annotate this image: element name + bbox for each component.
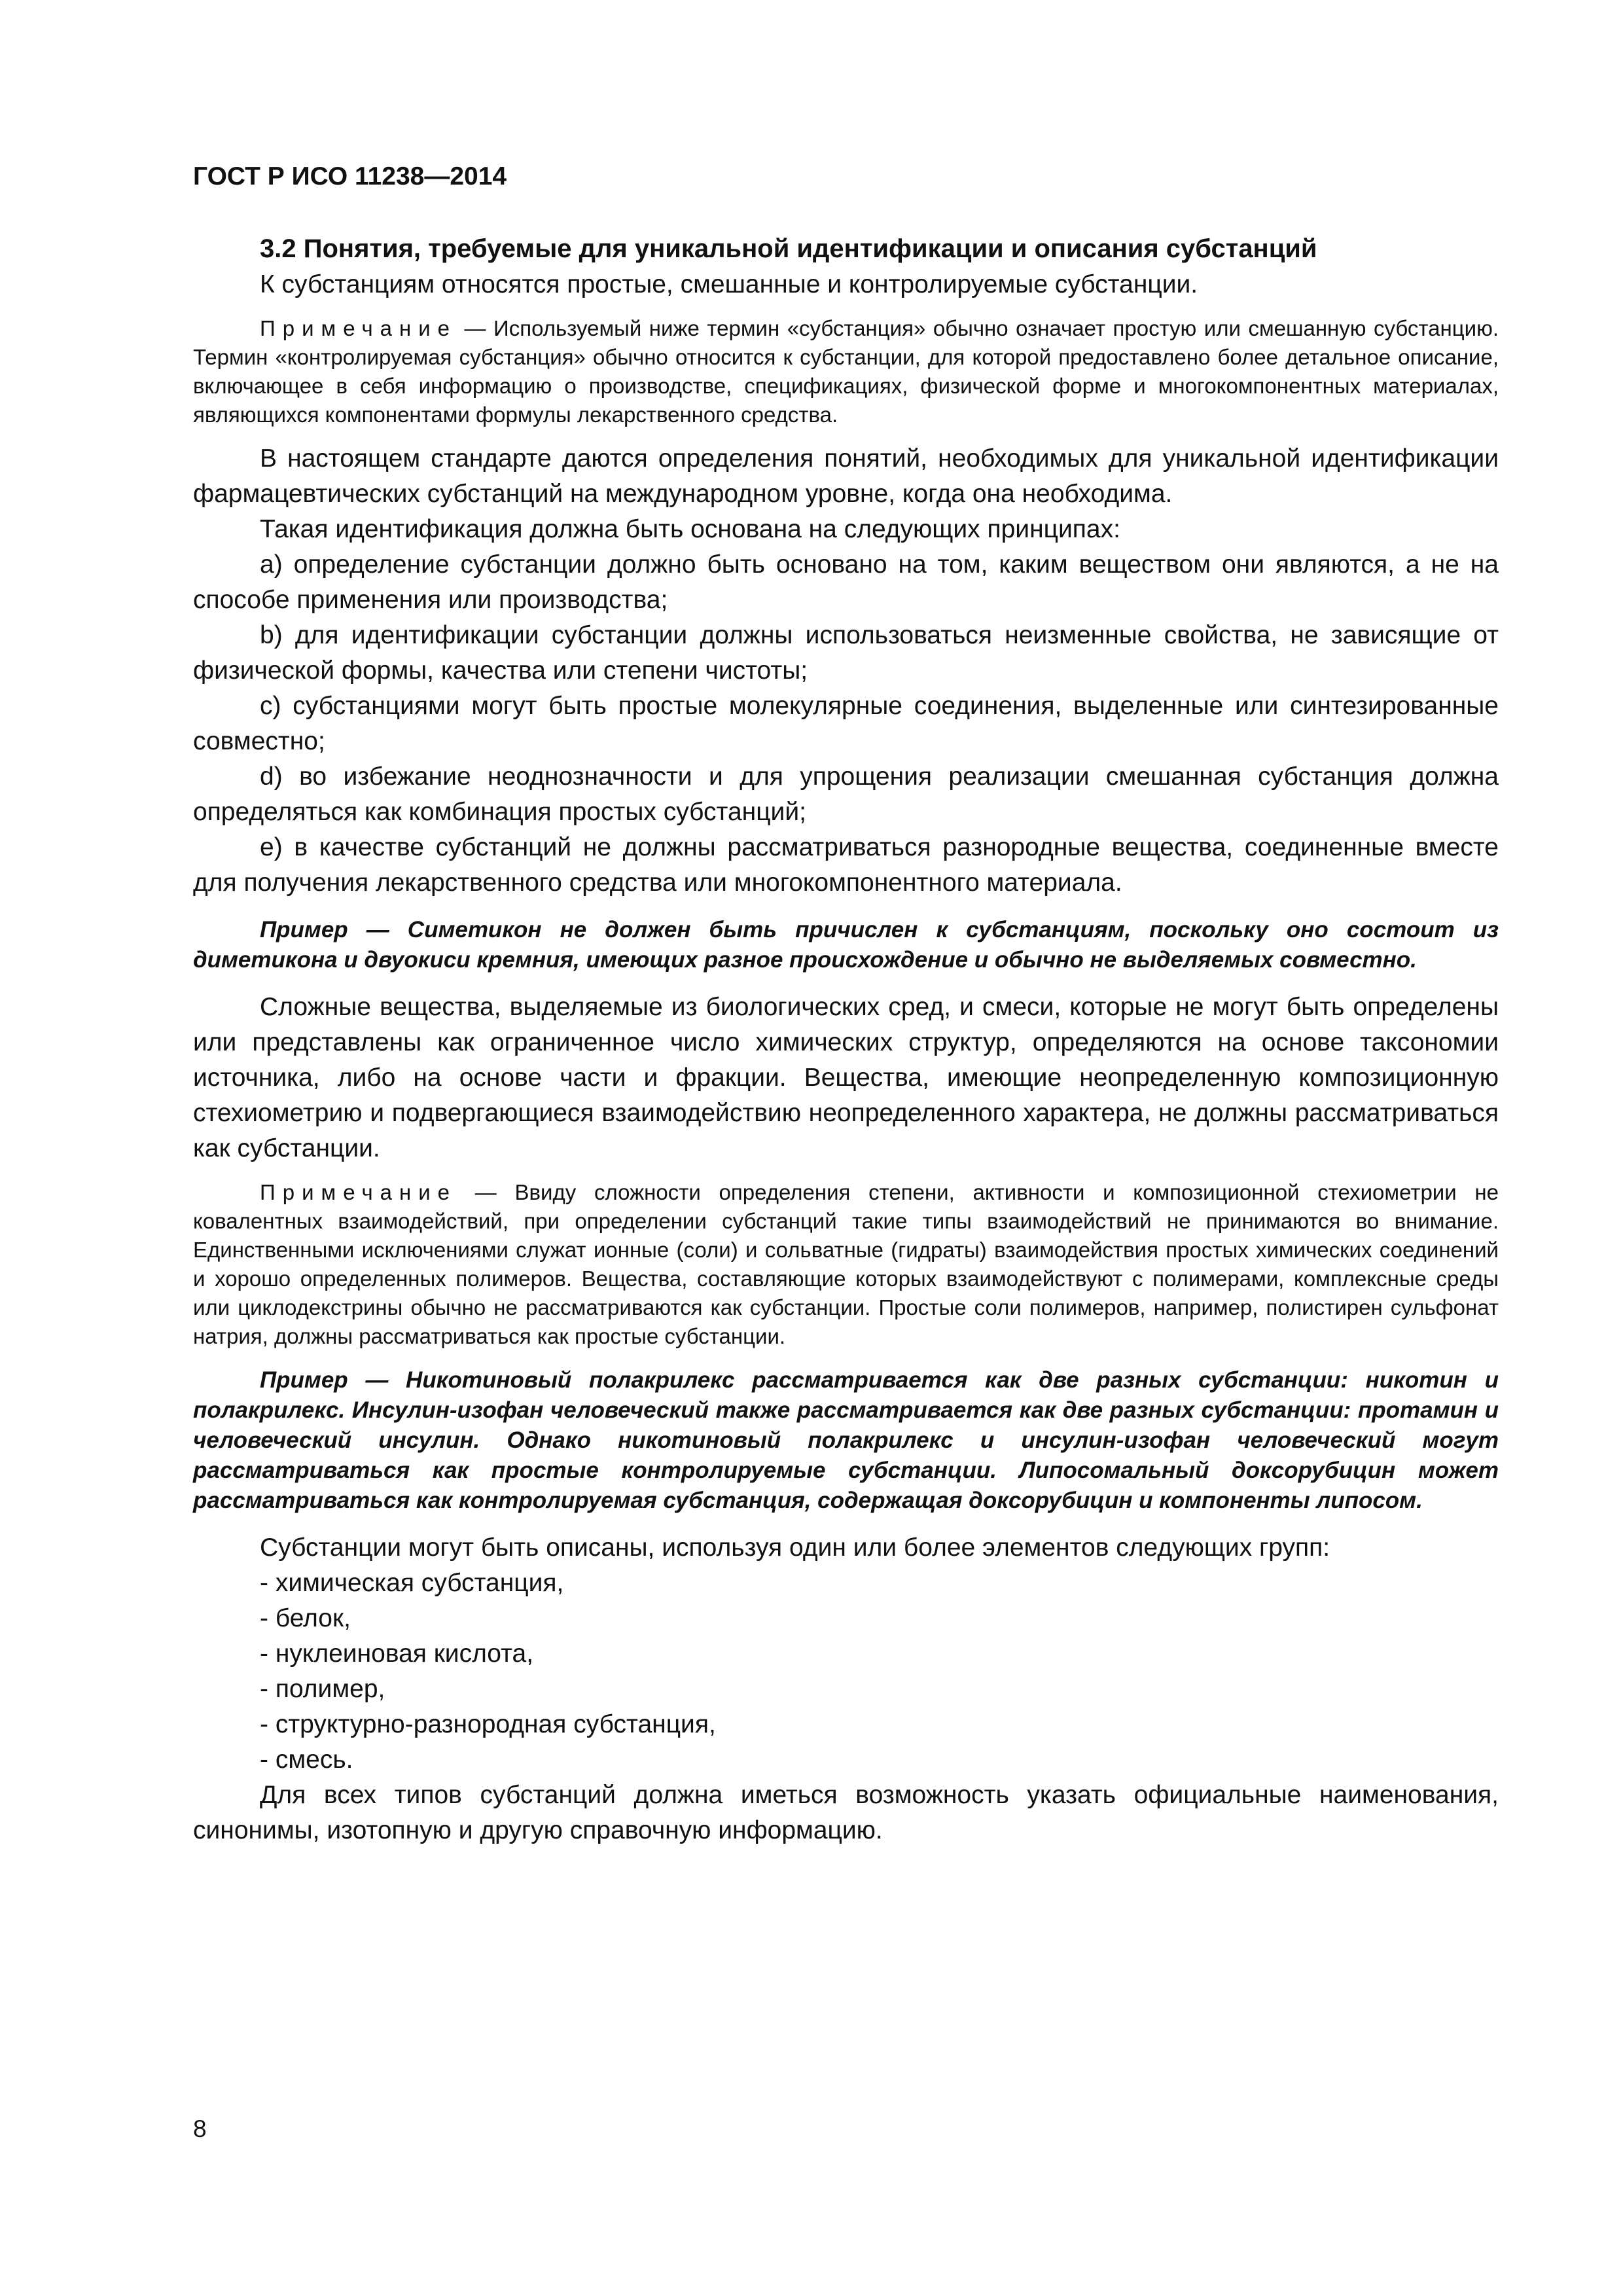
document-code: ГОСТ Р ИСО 11238—2014 bbox=[193, 162, 507, 190]
principle-item: a) определение субстанции должно быть основано на том, каким веществом они являются, а не на способе применения или производства; bbox=[193, 550, 1499, 614]
principle-item: c) субстанциями могут быть простые молекулярные соединения, выделенные или синтезированные совместно; bbox=[193, 692, 1499, 755]
list-item: - структурно-разнородная субстанция, bbox=[260, 1710, 716, 1738]
example-2: Пример — Никотиновый полакрилекс рассматривается как две разных субстанции: никотин и полакрилекс. Инсулин-изофан человеческий также рассматривается как две разных субстанции: протамин и человеческий инсулин. Однако никотиновый полакрилекс и инсулин-изофан человеческий могут рассматриваться как простые контролируемые субстанции. Липосомальный доксорубицин может рассматриваться как контролируемая субстанция, содержащая доксорубицин и компоненты липосом. bbox=[193, 1367, 1499, 1513]
paragraph-complex-substances: Сложные вещества, выделяемые из биологических сред, и смеси, которые не могут быть определены или представлены как ограниченное число химических структур, определяются на основе таксономии источника, либо на основе части и фракции. Вещества, имеющие неопределенную композиционную стехиометрию и подвергающиеся взаимодействию неопределенного характера, не должны рассматриваться как субстанции. bbox=[193, 993, 1499, 1162]
paragraph-intro: К субстанциям относятся простые, смешанные и контролируемые субстанции. bbox=[260, 270, 1198, 298]
principle-item: e) в качестве субстанций не должны рассматриваться разнородные вещества, соединенные вместе для получения лекарственного средства или многокомпонентного материала. bbox=[193, 833, 1499, 897]
list-item: - белок, bbox=[260, 1604, 351, 1632]
note-2 bbox=[193, 1178, 1499, 1351]
section-heading: 3.2 Понятия, требуемые для уникальной идентификации и описания субстанций bbox=[260, 234, 1317, 263]
paragraph-principles: Такая идентификация должна быть основана на следующих принципах: bbox=[260, 515, 1120, 543]
note-1 bbox=[193, 314, 1499, 429]
note-label: Примечание bbox=[260, 316, 457, 340]
paragraph-definitions: В настоящем стандарте даются определения понятий, необходимых для уникальной идентификации фармацевтических субстанций на международном уровне, когда она необходима. bbox=[193, 444, 1499, 508]
example-1: Пример — Симетикон не должен быть причислен к субстанциям, поскольку оно состоит из диметикона и двуокиси кремния, имеющих разное происхождение и обычно не выделяемых совместно. bbox=[193, 917, 1499, 973]
paragraph-final: Для всех типов субстанций должна иметься возможность указать официальные наименования, синонимы, изотопную и другую справочную информацию. bbox=[193, 1781, 1499, 1844]
list-item: - смесь. bbox=[260, 1746, 353, 1774]
groups-list bbox=[193, 1566, 1499, 1778]
paragraph-groups: Субстанции могут быть описаны, используя один или более элементов следующих групп: bbox=[260, 1534, 1330, 1562]
list-item: - полимер, bbox=[260, 1675, 385, 1703]
page-content bbox=[193, 230, 1499, 1848]
principle-item: b) для идентификации субстанции должны использоваться неизменные свойства, не зависящие от физической формы, качества или степени чистоты; bbox=[193, 621, 1499, 685]
list-item: - нуклеиновая кислота, bbox=[260, 1640, 534, 1668]
page-number: 8 bbox=[193, 2115, 207, 2142]
principle-item: d) во избежание неоднозначности и для упрощения реализации смешанная субстанция должна определяться как комбинация простых субстанций; bbox=[193, 762, 1499, 826]
note-text: — Используемый ниже термин «субстанция» обычно означает простую или смешанную субстанцию. Термин «контролируемая субстанция» обычно относится к субстанции, для которой предоставлено более детальное описание, включающее в себя информацию о производстве, спецификациях, физической форме и многокомпонентных материалах, являющихся компонентами формулы лекарственного средства. bbox=[193, 316, 1499, 427]
note-label: Примечание bbox=[260, 1180, 457, 1204]
note-text: — Ввиду сложности определения степени, активности и композиционной стехиометрии не ковалентных взаимодействий, при определении субстанций такие типы взаимодействий не принимаются во внимание. Единственными исключениями служат ионные (соли) и сольватные (гидраты) взаимодействия простых химических соединений и хорошо определенных полимеров. Вещества, составляющие которых взаимодействуют с полимерами, комплексные среды или циклодекстрины обычно не рассматриваются как субстанции. Простые соли полимеров, например, полистирен сульфонат натрия, должны рассматриваться как простые субстанции. bbox=[193, 1180, 1499, 1348]
list-item: - химическая субстанция, bbox=[260, 1569, 564, 1597]
